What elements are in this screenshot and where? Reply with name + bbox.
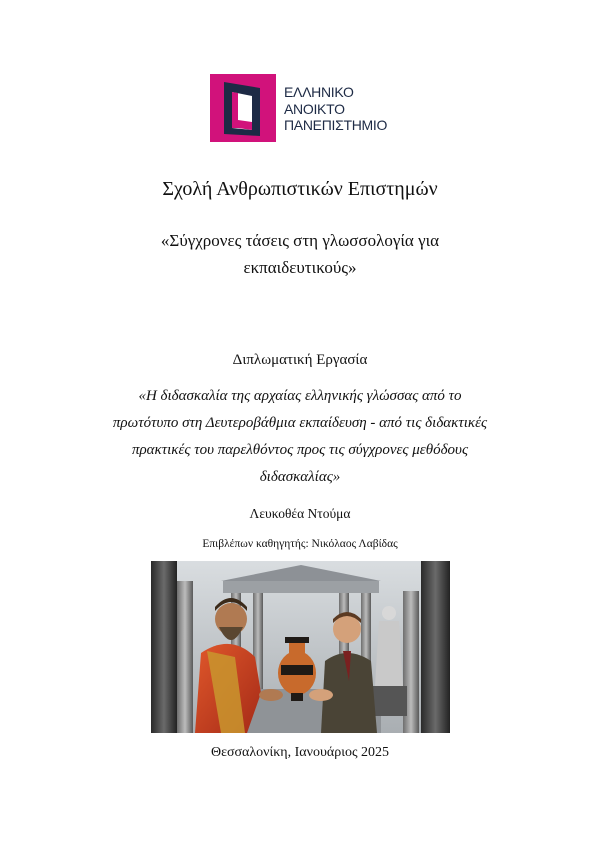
thesis-title-line: «Η διδασκαλία της αρχαίας ελληνικής γλώσσας από το — [138, 388, 462, 404]
school-name: Σχολή Ανθρωπιστικών Επιστημών — [162, 178, 438, 200]
thesis-title — [100, 383, 500, 491]
course-title — [0, 227, 600, 281]
thesis-title-line: πρωτότυπο στη Δευτεροβάθμια εκπαίδευση - από τις διδακτικές — [112, 415, 488, 431]
logo-line: ΠΑΝΕΠΙΣΤΗΜΙΟ — [284, 117, 388, 133]
place-date: Θεσσαλονίκη, Ιανουάριος 2025 — [210, 745, 390, 760]
logo-line: ΕΛΛΗΝΙΚΟ — [284, 84, 354, 100]
university-logo-icon — [208, 72, 278, 144]
university-logo — [208, 72, 398, 144]
logo-wordmark — [284, 84, 387, 134]
cover-illustration — [151, 561, 450, 733]
course-title-line: «Σύγχρονες τάσεις στη γλωσσολογία για — [160, 231, 440, 250]
course-title-line: εκπαιδευτικούς» — [243, 258, 357, 277]
thesis-title-line: διδασκαλίας» — [259, 469, 341, 485]
supervisor-line: Επιβλέπων καθηγητής: Νικόλαος Λαβίδας — [202, 538, 398, 550]
thesis-title-line: πρακτικές του παρελθόντος προς τις σύγχρονες μεθόδους — [131, 442, 469, 458]
logo-line: ΑΝΟΙΚΤΟ — [284, 100, 345, 117]
thesis-type: Διπλωματική Εργασία — [232, 352, 368, 368]
author-name: Λευκοθέα Ντούμα — [249, 506, 351, 521]
